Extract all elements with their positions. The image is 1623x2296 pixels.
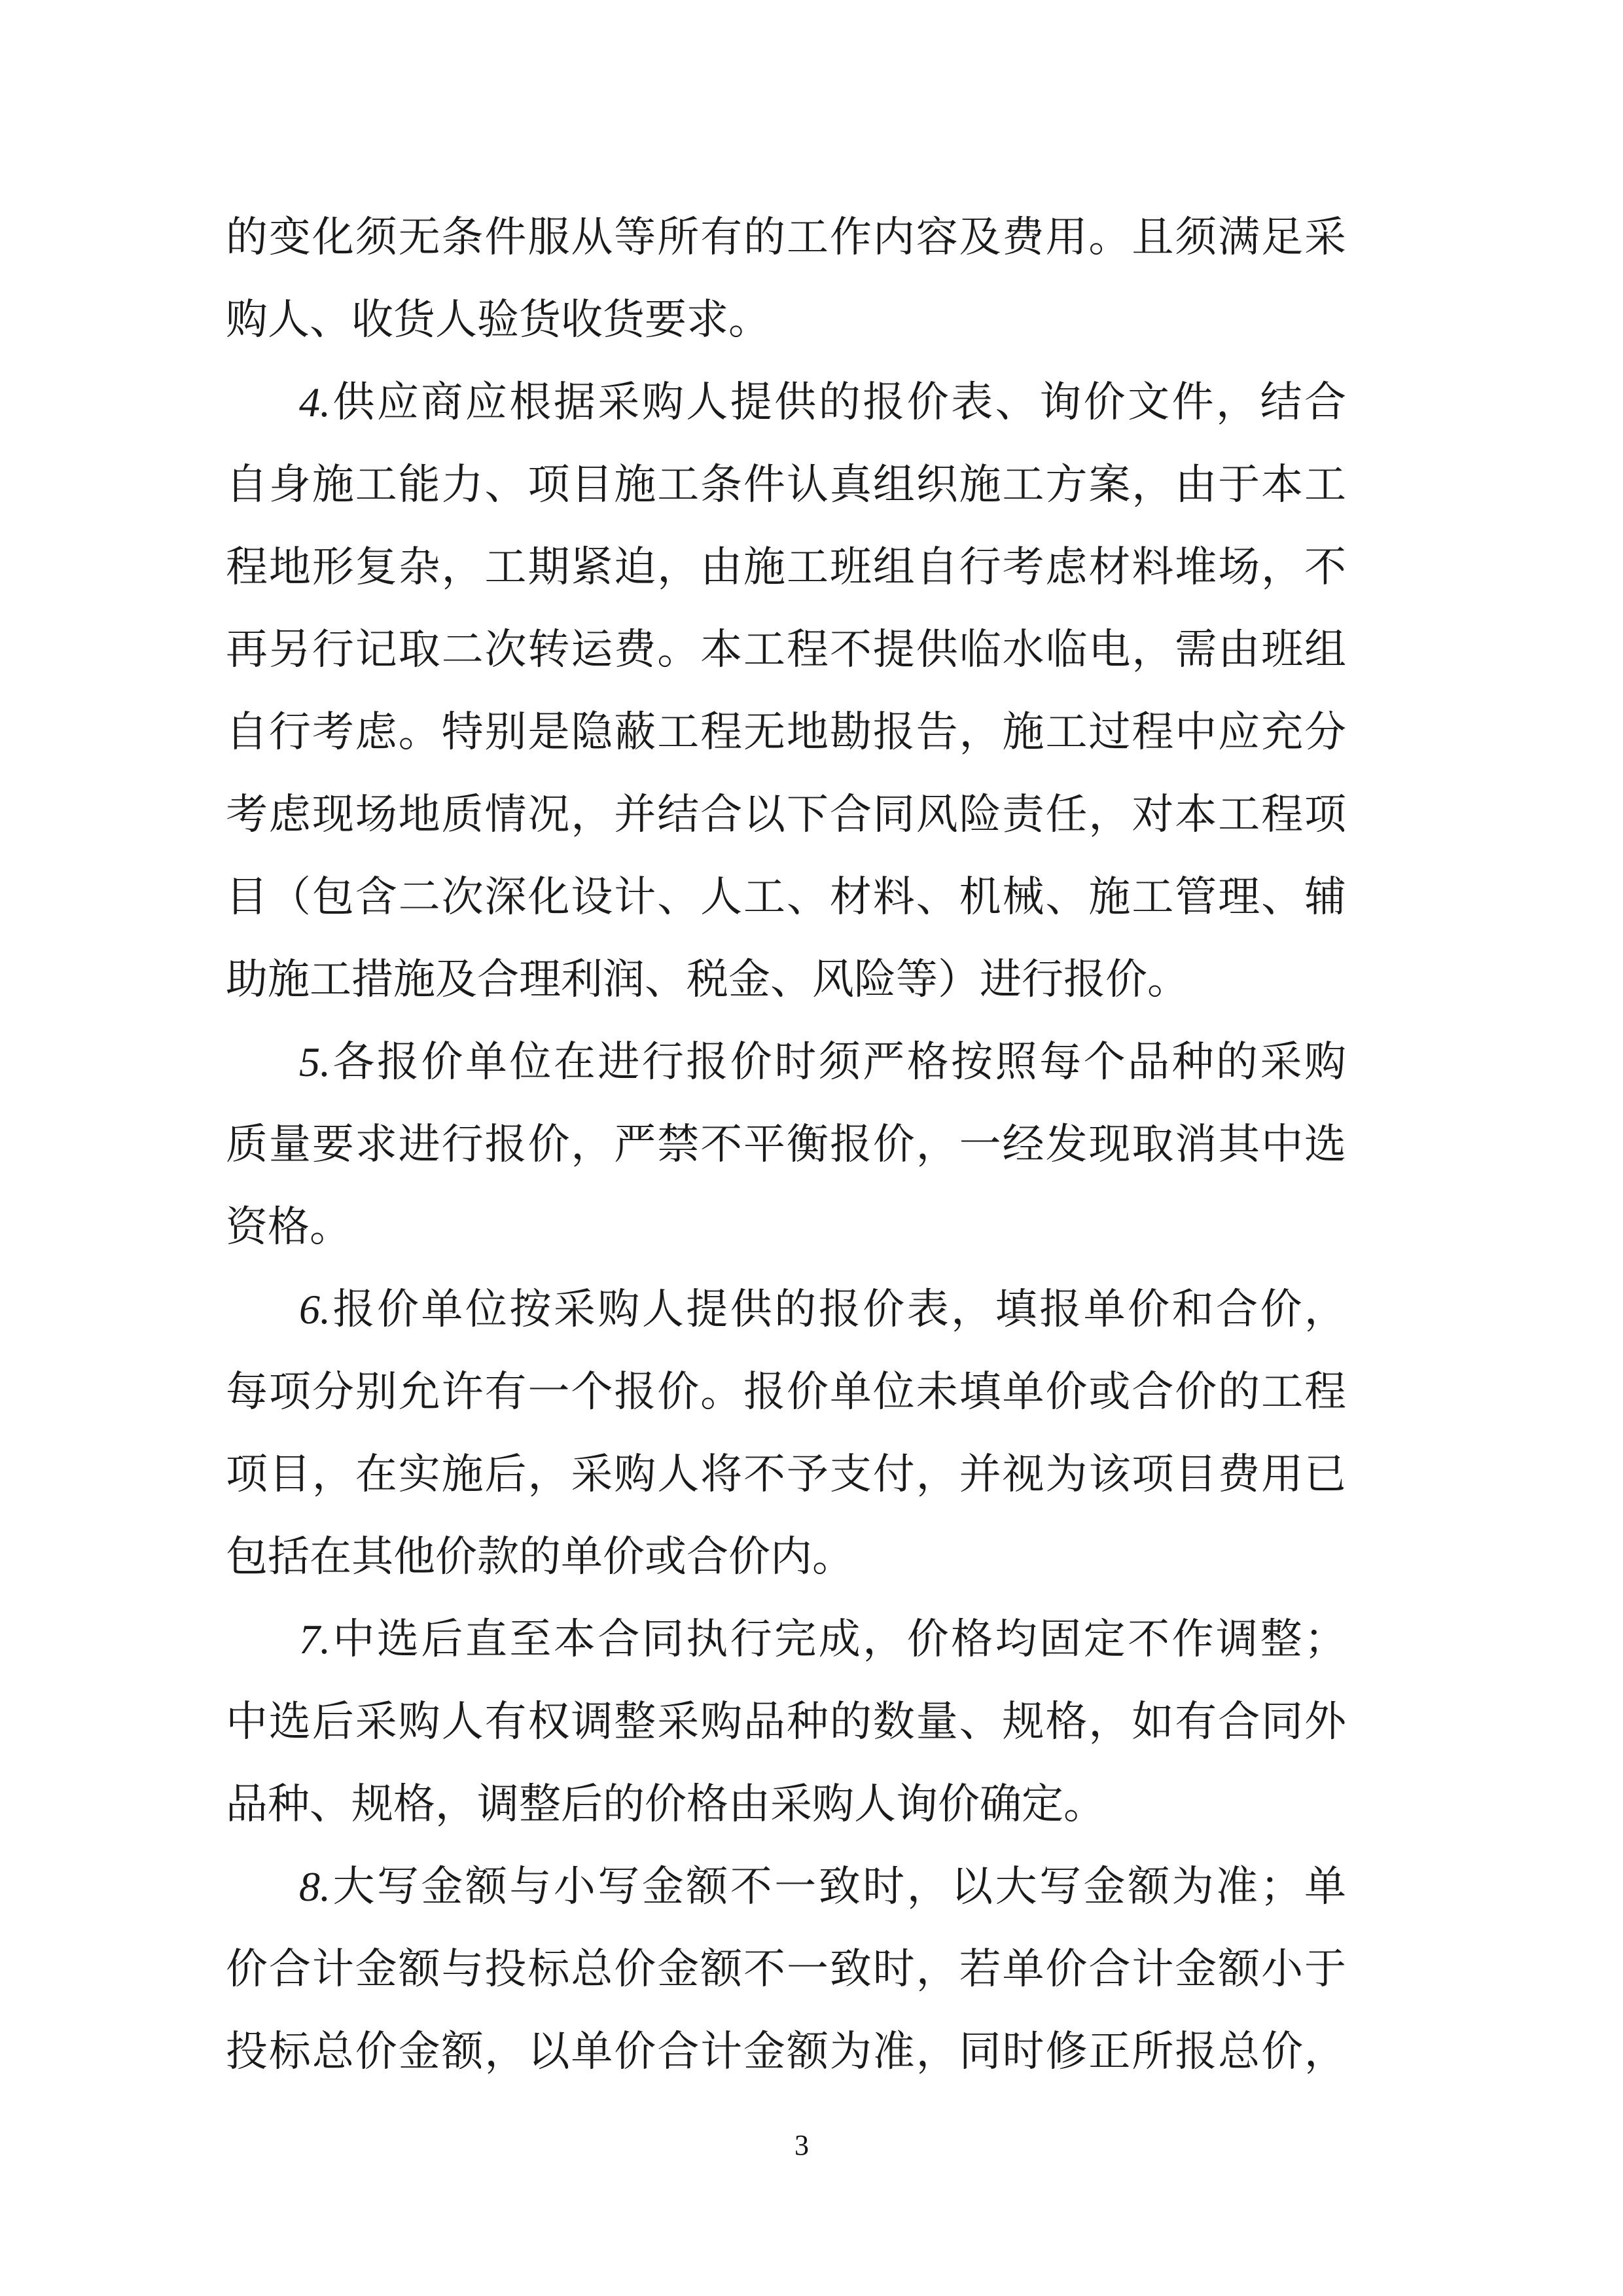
text-line: 资格。 — [226, 1204, 351, 1250]
text-line: 项目，在实施后，采购人将不予支付，并视为该项目费用已 — [226, 1451, 1346, 1498]
text-line: 再另行记取二次转运费。本工程不提供临水临电，需由班组 — [226, 626, 1346, 673]
text-line: 中选后采购人有权调整采购品种的数量、规格，如有合同外 — [226, 1698, 1346, 1745]
text-line: 7.中选后直至本合同执行完成，价格均固定不作调整； — [299, 1616, 1346, 1662]
text-line: 8.大写金额与小写金额不一致时，以大写金额为准；单 — [299, 1863, 1346, 1910]
text-line: 投标总价金额，以单价合计金额为准，同时修正所报总价， — [226, 2028, 1346, 2075]
text-line: 的变化须无条件服从等所有的工作内容及费用。且须满足采 — [226, 214, 1346, 260]
text-line: 目（包含二次深化设计、人工、材料、机械、施工管理、辅 — [226, 874, 1346, 920]
text-line: 4.供应商应根据采购人提供的报价表、询价文件，结合 — [299, 379, 1346, 425]
text-line: 品种、规格，调整后的价格由采购人询价确定。 — [226, 1781, 1105, 1827]
text-line: 价合计金额与投标总价金额不一致时，若单价合计金额小于 — [226, 1946, 1346, 1992]
text-line: 考虑现场地质情况，并结合以下合同风险责任，对本工程项 — [226, 791, 1346, 838]
text-line: 每项分别允许有一个报价。报价单位未填单价或合价的工程 — [226, 1369, 1346, 1415]
text-line: 包括在其他价款的单价或合价内。 — [226, 1534, 854, 1580]
text-line: 购人、收货人验货收货要求。 — [226, 296, 770, 343]
body-text — [226, 196, 1346, 2093]
page-number: 3 — [794, 2129, 809, 2161]
text-line: 5.各报价单位在进行报价时须严格按照每个品种的采购 — [299, 1039, 1346, 1085]
text-line: 自行考虑。特别是隐蔽工程无地勘报告，施工过程中应充分 — [226, 709, 1346, 755]
text-line: 助施工措施及合理利润、税金、风险等）进行报价。 — [226, 956, 1189, 1003]
text-line: 程地形复杂，工期紧迫，由施工班组自行考虑材料堆场，不 — [226, 544, 1346, 590]
text-line: 自身施工能力、项目施工条件认真组织施工方案，由于本工 — [226, 461, 1346, 508]
text-line: 6.报价单位按采购人提供的报价表，填报单价和合价， — [299, 1286, 1346, 1333]
text-line: 质量要求进行报价，严禁不平衡报价，一经发现取消其中选 — [226, 1121, 1346, 1168]
